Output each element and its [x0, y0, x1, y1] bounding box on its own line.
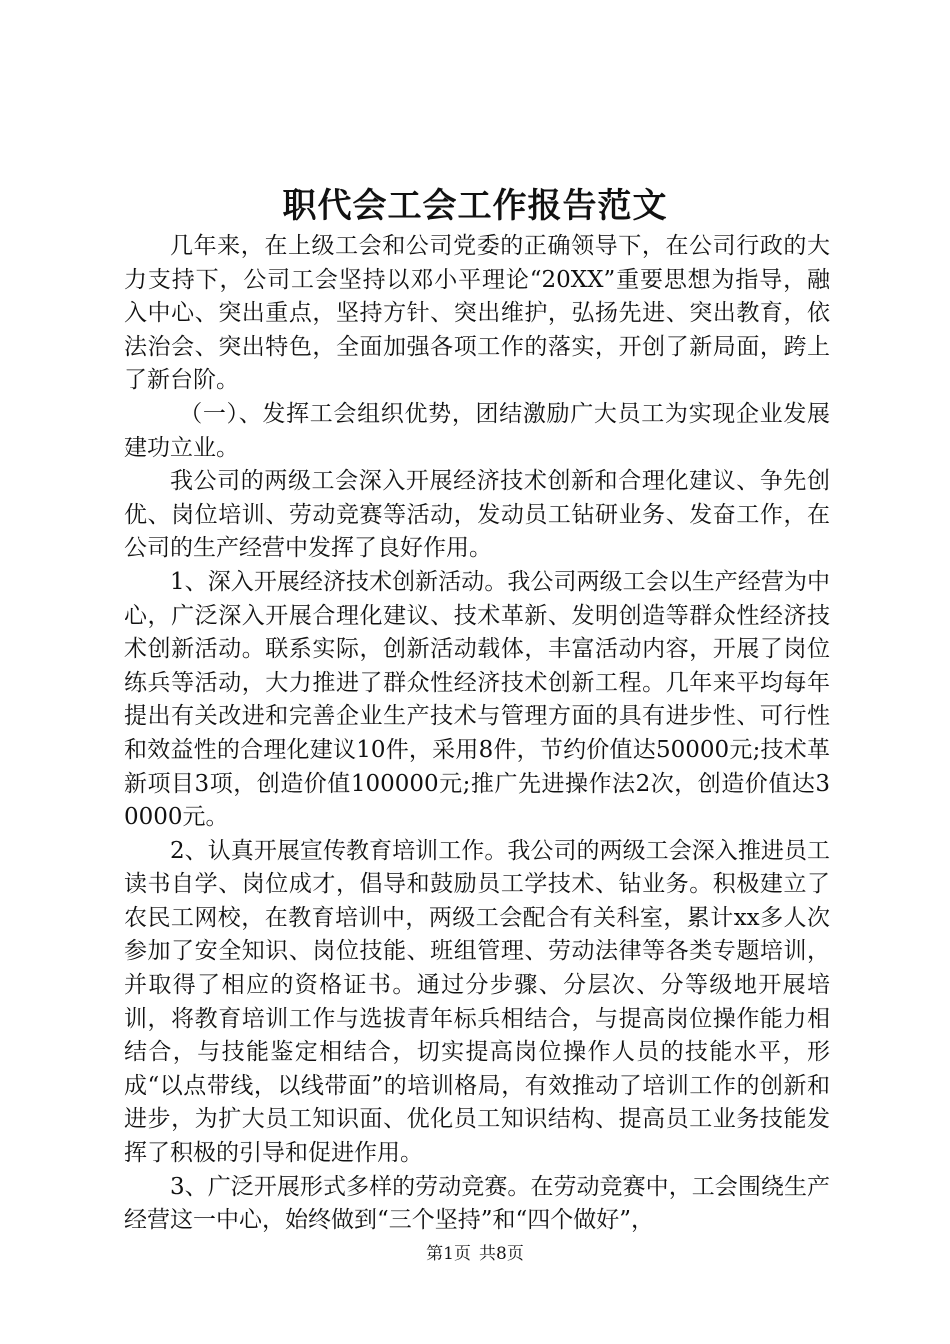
- paragraph-intro: 几年来，在上级工会和公司党委的正确领导下，在公司行政的大力支持下，公司工会坚持以邓小平理论“20XX”重要思想为指导，融入中心、突出重点，坚持方针、突出维护，弘扬先进、突出教育，依法治会、突出特色，全面加强各项工作的落实，开创了新局面，跨上了新台阶。: [124, 233, 830, 394]
- document-title: 职代会工会工作报告范文: [282, 186, 668, 226]
- paragraph-section-1-summary: 我公司的两级工会深入开展经济技术创新和合理化建议、争先创优、岗位培训、劳动竞赛等活动，发动员工钻研业务、发奋工作，在公司的生产经营中发挥了良好作用。: [124, 468, 830, 562]
- paragraph-item-1: 1、深入开展经济技术创新活动。我公司两级工会以生产经营为中心，广泛深入开展合理化建议、技术革新、发明创造等群众性经济技术创新活动。联系实际，创新活动载体，丰富活动内容，开展了岗位练兵等活动，大力推进了群众性经济技术创新工程。几年来平均每年提出有关改进和完善企业生产技术与管理方面的具有进步性、可行性和效益性的合理化建议10件，采用8件，节约价值达50000元;技术革新项目3项，创造价值100000元;推广先进操作法2次，创造价值达30000元。: [124, 568, 830, 831]
- page-total: 共8页: [479, 1244, 524, 1264]
- page-footer: [0, 1243, 950, 1265]
- paragraph-item-3: 3、广泛开展形式多样的劳动竞赛。在劳动竞赛中，工会围绕生产经营这一中心，始终做到“三个坚持”和“四个做好”，: [124, 1173, 830, 1234]
- paragraph-item-2: 2、认真开展宣传教育培训工作。我公司的两级工会深入推进员工读书自学、岗位成才，倡导和鼓励员工学技术、钻业务。积极建立了农民工网校，在教育培训中，两级工会配合有关科室，累计xx多人次参加了安全知识、岗位技能、班组管理、劳动法律等各类专题培训，并取得了相应的资格证书。通过分步骤、分层次、分等级地开展培训，将教育培训工作与选拔青年标兵相结合，与提高岗位操作能力相结合，与技能鉴定相结合，切实提高岗位操作人员的技能水平，形成“以点带线，以线带面”的培训格局，有效推动了培训工作的创新和进步，为扩大员工知识面、优化员工知识结构、提高员工业务技能发挥了积极的引导和促进作用。: [124, 837, 830, 1167]
- document-body: [124, 230, 830, 1238]
- page-number: 第1页: [426, 1244, 471, 1264]
- paragraph-section-1-heading: （一）、发挥工会组织优势，团结激励广大员工为实现企业发展建功立业。: [124, 400, 830, 461]
